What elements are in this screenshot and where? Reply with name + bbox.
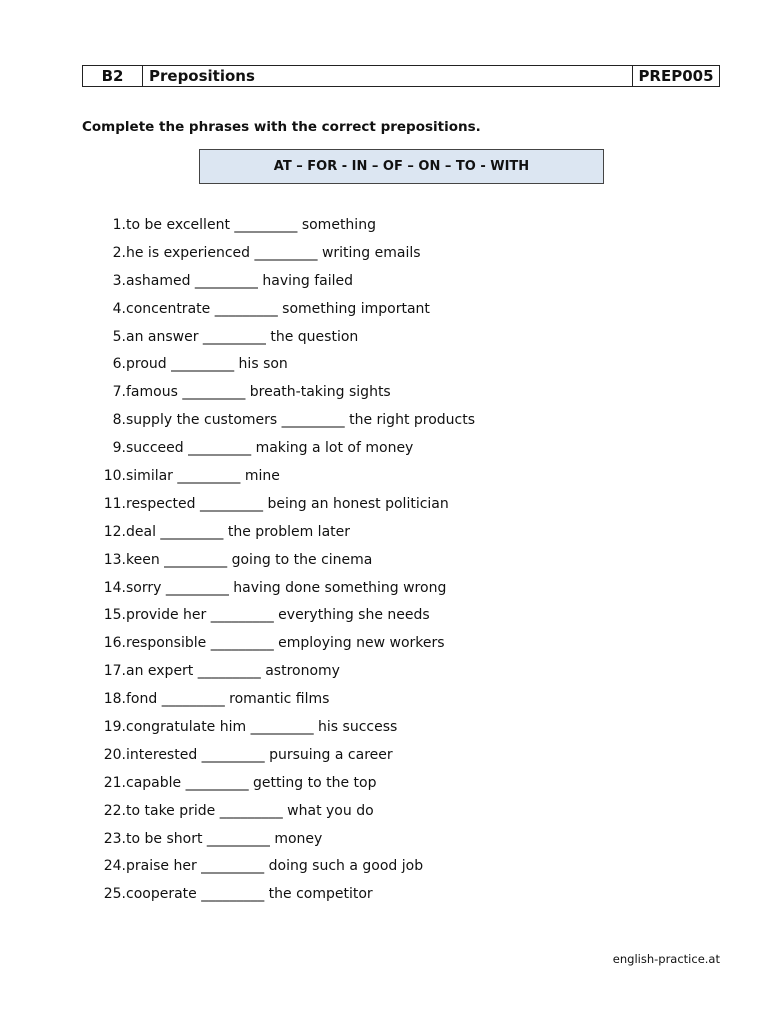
list-item — [92, 685, 475, 713]
item-number: 10. — [103, 467, 126, 484]
item-number: 7. — [112, 384, 126, 401]
item-text: cooperate _________ the competitor — [126, 886, 373, 903]
list-item — [92, 713, 475, 741]
item-number: 8. — [112, 412, 126, 429]
item-number: 12. — [103, 523, 126, 540]
list-item — [92, 741, 475, 769]
item-number: 25. — [103, 886, 126, 903]
item-text: to be short _________ money — [126, 830, 323, 847]
list-item — [92, 546, 475, 574]
item-text: sorry _________ having done something wrong — [126, 579, 447, 596]
item-text: praise her _________ doing such a good job — [126, 858, 424, 875]
item-text: interested _________ pursuing a career — [126, 746, 393, 763]
item-text: provide her _________ everything she needs — [126, 607, 430, 624]
item-text: fond _________ romantic films — [126, 691, 330, 708]
item-text: famous _________ breath-taking sights — [126, 384, 391, 401]
item-number: 19. — [103, 718, 126, 735]
list-item — [92, 769, 475, 797]
item-text: ashamed _________ having failed — [126, 272, 353, 289]
item-number: 24. — [103, 858, 126, 875]
list-item — [92, 239, 475, 267]
list-item — [92, 797, 475, 825]
list-item — [92, 657, 475, 685]
item-text: capable _________ getting to the top — [126, 774, 377, 791]
instructions: Complete the phrases with the correct prepositions. — [82, 119, 481, 135]
list-item — [92, 211, 475, 239]
header-table — [82, 65, 720, 87]
list-item — [92, 601, 475, 629]
item-number: 16. — [103, 635, 126, 652]
list-item — [92, 378, 475, 406]
item-number: 4. — [112, 300, 126, 317]
item-number: 21. — [103, 774, 126, 791]
list-item — [92, 295, 475, 323]
list-item — [92, 825, 475, 853]
list-item — [92, 490, 475, 518]
item-number: 13. — [103, 551, 126, 568]
list-item — [92, 350, 475, 378]
list-item — [92, 880, 475, 908]
list-item — [92, 574, 475, 602]
footer-site: english-practice.at — [612, 952, 720, 966]
item-text: to be excellent _________ something — [126, 216, 376, 233]
item-number: 14. — [103, 579, 126, 596]
item-number: 9. — [112, 440, 126, 457]
list-item — [92, 267, 475, 295]
item-number: 5. — [112, 328, 126, 345]
level-badge: B2 — [83, 66, 143, 86]
item-text: keen _________ going to the cinema — [126, 551, 373, 568]
item-number: 18. — [103, 691, 126, 708]
item-number: 20. — [103, 746, 126, 763]
list-item — [92, 406, 475, 434]
list-item — [92, 518, 475, 546]
item-text: concentrate _________ something important — [126, 300, 430, 317]
item-number: 17. — [103, 663, 126, 680]
item-text: he is experienced _________ writing emails — [126, 244, 421, 261]
worksheet-code: PREP005 — [638, 67, 714, 85]
item-number: 22. — [103, 802, 126, 819]
item-text: responsible _________ employing new workers — [126, 635, 445, 652]
item-number: 11. — [103, 495, 126, 512]
item-number: 3. — [112, 272, 126, 289]
list-item — [92, 323, 475, 351]
item-text: an answer _________ the question — [126, 328, 359, 345]
item-number: 1. — [112, 216, 126, 233]
list-item — [92, 629, 475, 657]
list-item — [92, 852, 475, 880]
item-number: 2. — [112, 244, 126, 261]
worksheet-title: Prepositions — [143, 66, 633, 86]
word-box: AT – FOR - IN – OF – ON – TO - WITH — [199, 149, 604, 184]
exercise-list — [92, 211, 475, 908]
list-item — [92, 434, 475, 462]
item-text: to take pride _________ what you do — [126, 802, 374, 819]
item-text: similar _________ mine — [126, 467, 280, 484]
item-number: 6. — [112, 356, 126, 373]
item-text: proud _________ his son — [126, 356, 288, 373]
list-item — [92, 462, 475, 490]
item-text: supply the customers _________ the right products — [126, 412, 476, 429]
item-text: respected _________ being an honest politician — [126, 495, 449, 512]
item-number: 15. — [103, 607, 126, 624]
item-number: 23. — [103, 830, 126, 847]
item-text: succeed _________ making a lot of money — [126, 440, 414, 457]
item-text: an expert _________ astronomy — [126, 663, 340, 680]
item-text: deal _________ the problem later — [126, 523, 350, 540]
item-text: congratulate him _________ his success — [126, 718, 398, 735]
